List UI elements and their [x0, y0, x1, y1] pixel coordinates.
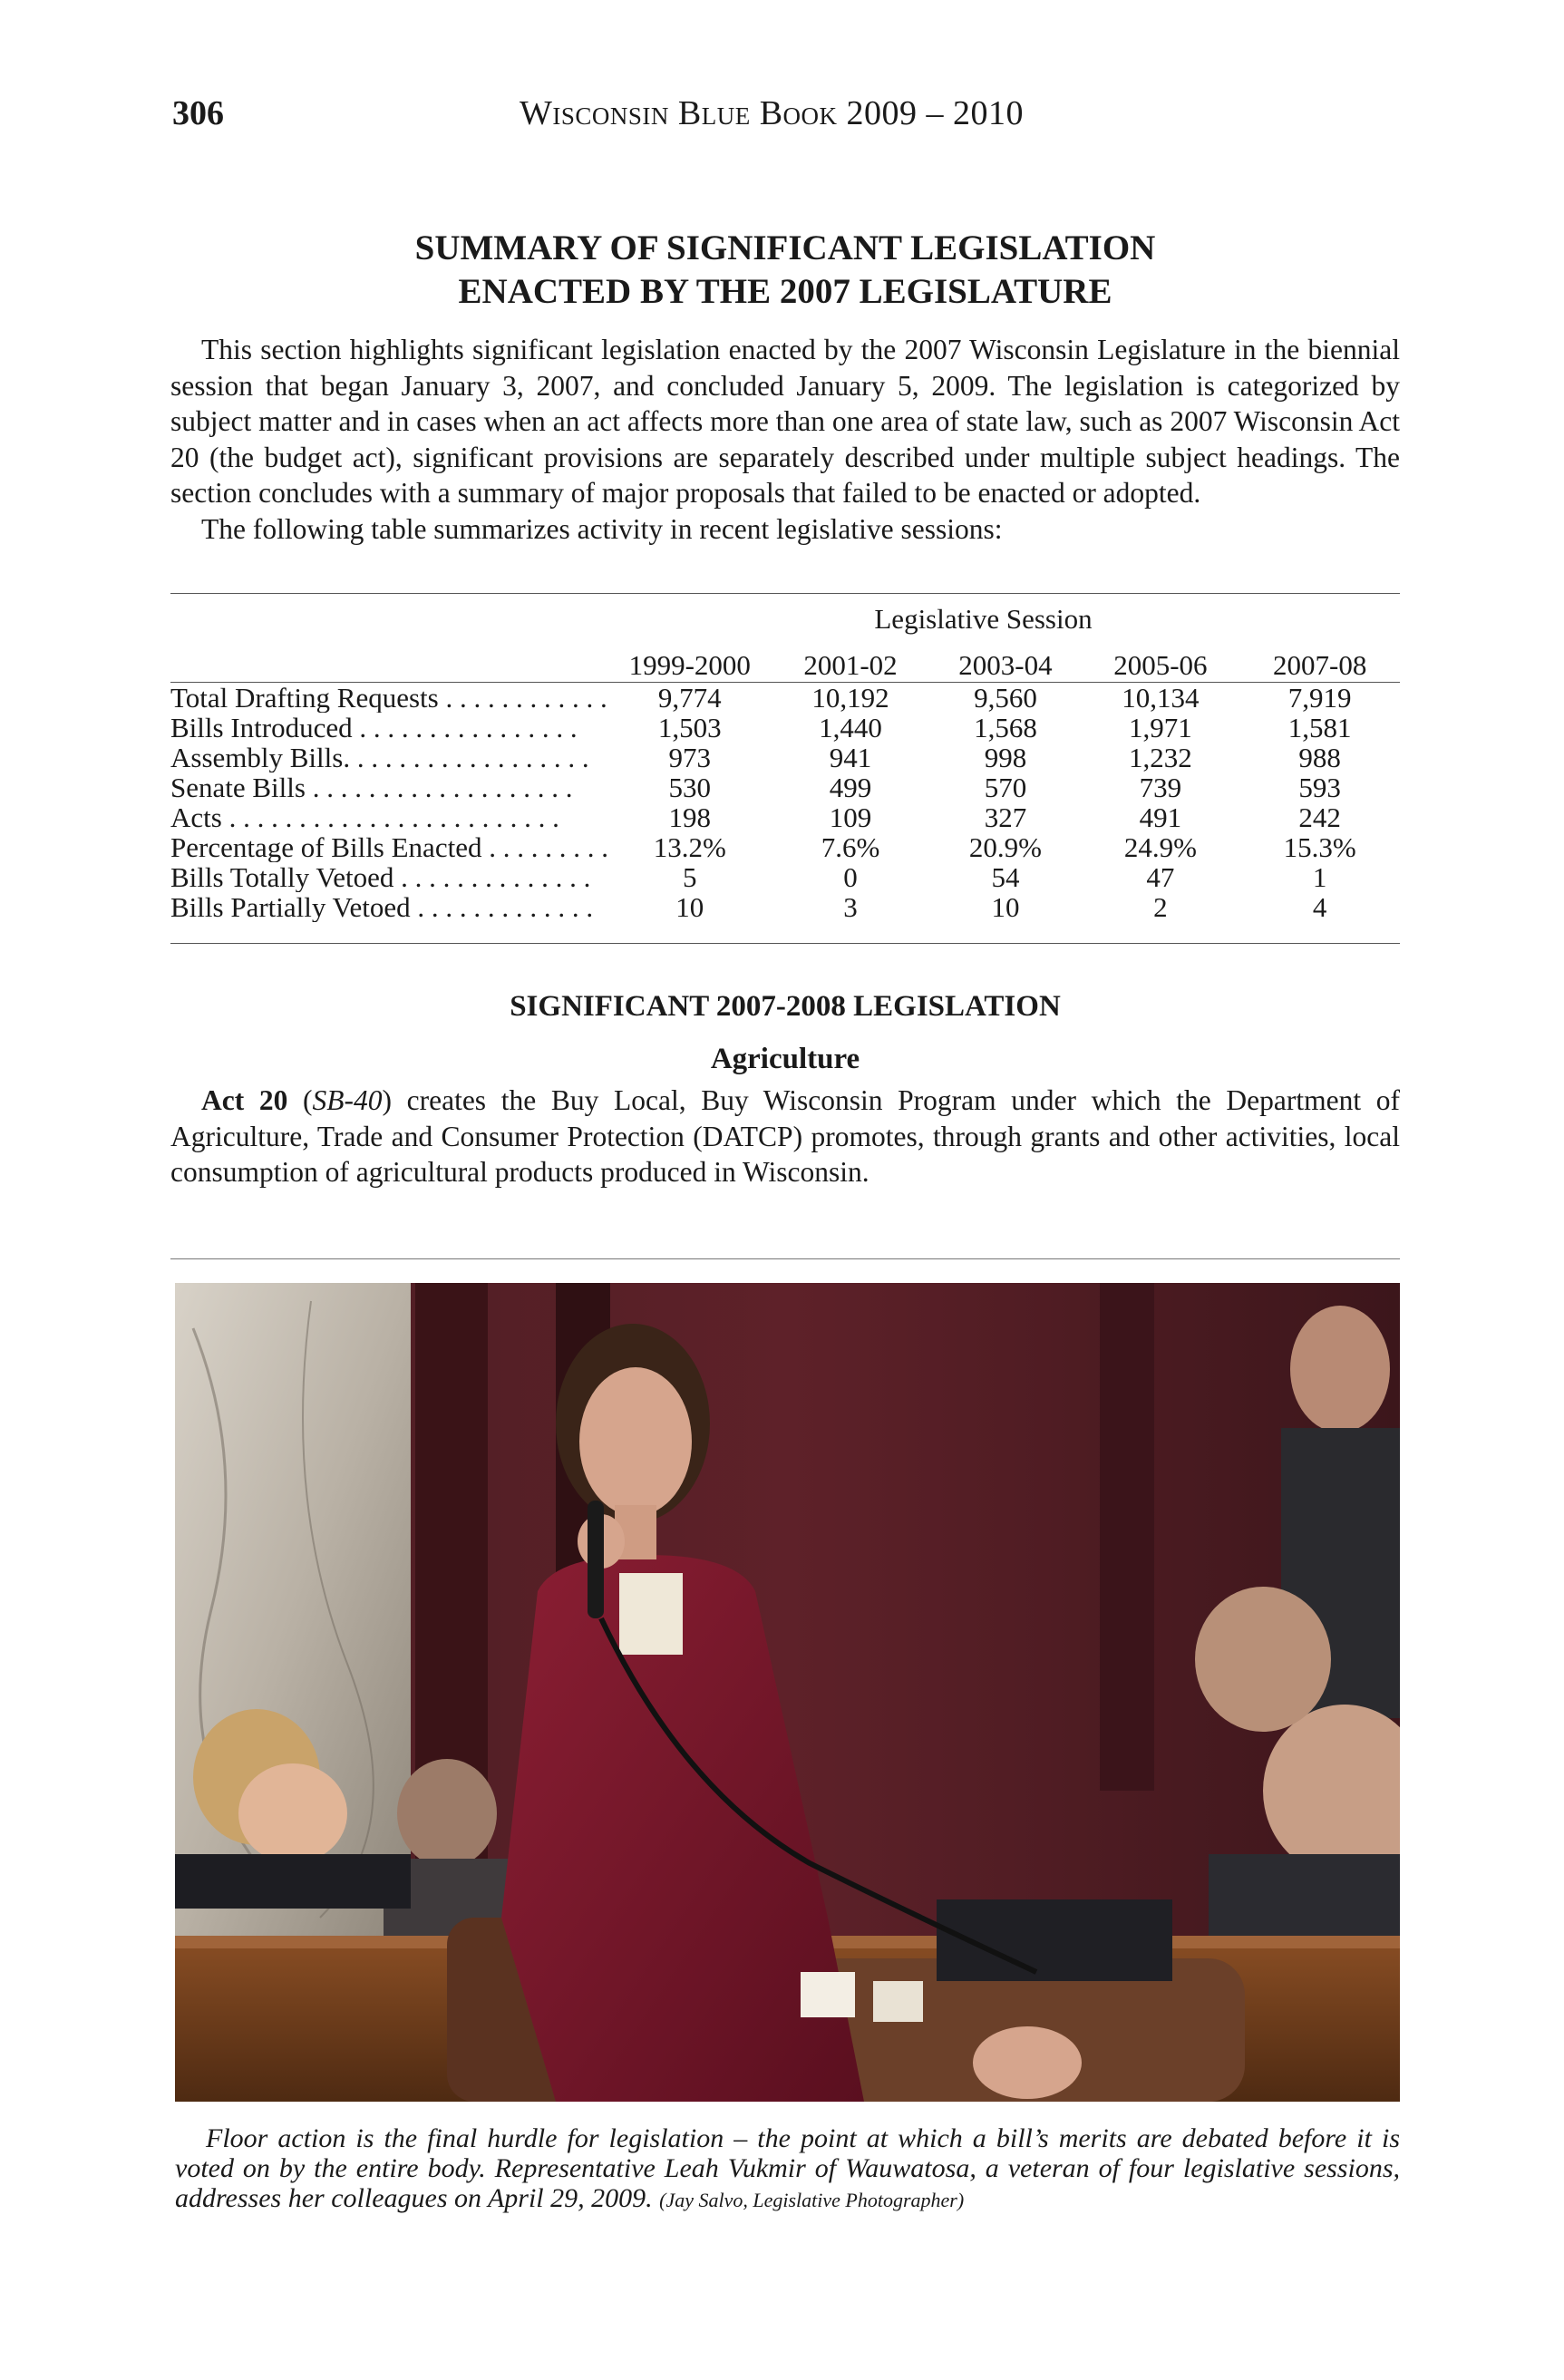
act-description: creates the Buy Local, Buy Wisconsin Program under which the Department of Agriculture, Trade and Consumer Protection (DATCP) promotes, through grants and other activities, local consumption of agricultural products produced in Wisconsin. [170, 1084, 1400, 1188]
photo-caption [175, 2123, 1400, 2215]
table-cell: 10 [991, 891, 1020, 923]
row-label: Senate Bills . . . . . . . . . . . . . . . . . . . [170, 772, 573, 802]
table-cell: 20.9% [968, 831, 1042, 863]
column-header: 2005-06 [1081, 647, 1239, 683]
running-head [520, 93, 1024, 133]
table-row [170, 713, 1400, 743]
table-cell: 499 [829, 772, 872, 803]
column-header: 1999-2000 [608, 647, 772, 683]
row-label: Percentage of Bills Enacted . . . . . . . . . [170, 832, 608, 862]
floor-action-photo [175, 1283, 1400, 2102]
table-cell: 530 [668, 772, 711, 803]
table-cell: 24.9% [1123, 831, 1197, 863]
act-paragraph [170, 1083, 1400, 1190]
table-cell: 1,503 [657, 712, 722, 743]
table-row [170, 772, 1400, 802]
act-label: Act 20 [201, 1084, 288, 1116]
table-bottom-rule [170, 943, 1400, 944]
table-cell: 739 [1139, 772, 1182, 803]
subject-heading: Agriculture [710, 1043, 860, 1075]
section-heading: SIGNIFICANT 2007-2008 LEGISLATION [510, 990, 1061, 1023]
table-cell: 7.6% [821, 831, 880, 863]
intro-section [170, 332, 1400, 547]
table-row [170, 832, 1400, 862]
table-cell: 13.2% [653, 831, 726, 863]
table-cell: 593 [1298, 772, 1341, 803]
row-label: Assembly Bills. . . . . . . . . . . . . . . . . . [170, 743, 589, 772]
row-label: Bills Introduced . . . . . . . . . . . . . . . . [170, 713, 578, 743]
table-cell: 54 [991, 861, 1020, 893]
table-cell: 3 [843, 891, 858, 923]
session-stats-table [170, 647, 1400, 922]
table-cell: 998 [984, 742, 1027, 773]
column-header: 2003-04 [929, 647, 1081, 683]
table-cell: 941 [829, 742, 872, 773]
caption-text: Floor action is the final hurdle for legislation – the point at which a bill’s merits are debated before it is voted on by the entire body. Representative Leah Vukmir of Wauwatosa, a veteran of four legislative sessions, addresses her colleagues on April 29, 2009. [175, 2123, 1400, 2213]
photo-illustration [175, 1283, 1400, 2102]
column-header: 2001-02 [772, 647, 930, 683]
table-row [170, 743, 1400, 772]
column-header: 2007-08 [1239, 647, 1400, 683]
page-title [170, 227, 1400, 314]
table-cell: 973 [668, 742, 711, 773]
table-cell: 0 [843, 861, 858, 893]
photo-credit: (Jay Salvo, Legislative Photographer) [659, 2189, 965, 2211]
intro-paragraph: This section highlights significant legislation enacted by the 2007 Wisconsin Legislature in the biennial session that began January 3, 2007, and concluded January 5, 2009. The legislation is categorized by subject matter and in cases when an act affects more than one area of state law, such as 2007 Wisconsin Act 20 (the budget act), significant provisions are separately described under multiple subject headings. The section concludes with a summary of major proposals that failed to be enacted or adopted. [170, 334, 1400, 509]
table-cell: 5 [683, 861, 697, 893]
page-number: 306 [172, 94, 224, 132]
table-cell: 109 [829, 801, 872, 833]
table-cell: 242 [1298, 801, 1341, 833]
table-cell: 1 [1312, 861, 1327, 893]
table-row [170, 892, 1400, 922]
table-cell: 10 [675, 891, 704, 923]
table-cell: 1,971 [1129, 712, 1192, 743]
table-row [170, 862, 1400, 892]
table-row [170, 683, 1400, 714]
table-cell: 988 [1298, 742, 1341, 773]
table-cell: 10,192 [811, 682, 889, 714]
session-group-header: Legislative Session [874, 603, 1093, 635]
table-row [170, 802, 1400, 832]
table-cell: 1,232 [1129, 742, 1192, 773]
table-cell: 9,560 [974, 682, 1037, 714]
table-cell: 4 [1312, 891, 1327, 923]
table-cell: 15.3% [1283, 831, 1356, 863]
running-head-text: Wisconsin Blue Book 2009 – 2010 [520, 94, 1025, 132]
title-line-2: ENACTED BY THE 2007 LEGISLATURE [458, 272, 1112, 311]
bill-reference: SB-40 [312, 1084, 383, 1116]
table-cell: 47 [1146, 861, 1175, 893]
table-cell: 1,581 [1287, 712, 1352, 743]
table-cell: 570 [984, 772, 1027, 803]
bill-close-paren: ) [382, 1084, 407, 1116]
table-cell: 7,919 [1287, 682, 1352, 714]
table-cell: 1,440 [819, 712, 882, 743]
table-cell: 2 [1153, 891, 1168, 923]
row-label: Total Drafting Requests . . . . . . . . . . . . [170, 682, 607, 713]
table-intro-paragraph: The following table summarizes activity in recent legislative sessions: [201, 512, 1003, 545]
row-label: Bills Totally Vetoed . . . . . . . . . . . . . . [170, 862, 591, 892]
bill-open-paren: ( [287, 1084, 313, 1116]
table-cell: 198 [668, 801, 711, 833]
table-top-rule [170, 593, 1400, 594]
table-cell: 9,774 [657, 682, 722, 714]
table-header-blank [170, 647, 608, 683]
title-line-1: SUMMARY OF SIGNIFICANT LEGISLATION [414, 228, 1156, 267]
row-label: Acts . . . . . . . . . . . . . . . . . . . . . . . . [170, 802, 559, 832]
table-cell: 10,134 [1122, 682, 1200, 714]
table-cell: 491 [1139, 801, 1182, 833]
row-label: Bills Partially Vetoed . . . . . . . . . . . . . [170, 892, 594, 922]
table-header-row [170, 647, 1400, 683]
table-cell: 327 [984, 801, 1027, 833]
photo-top-rule [170, 1258, 1400, 1259]
table-cell: 1,568 [974, 712, 1037, 743]
